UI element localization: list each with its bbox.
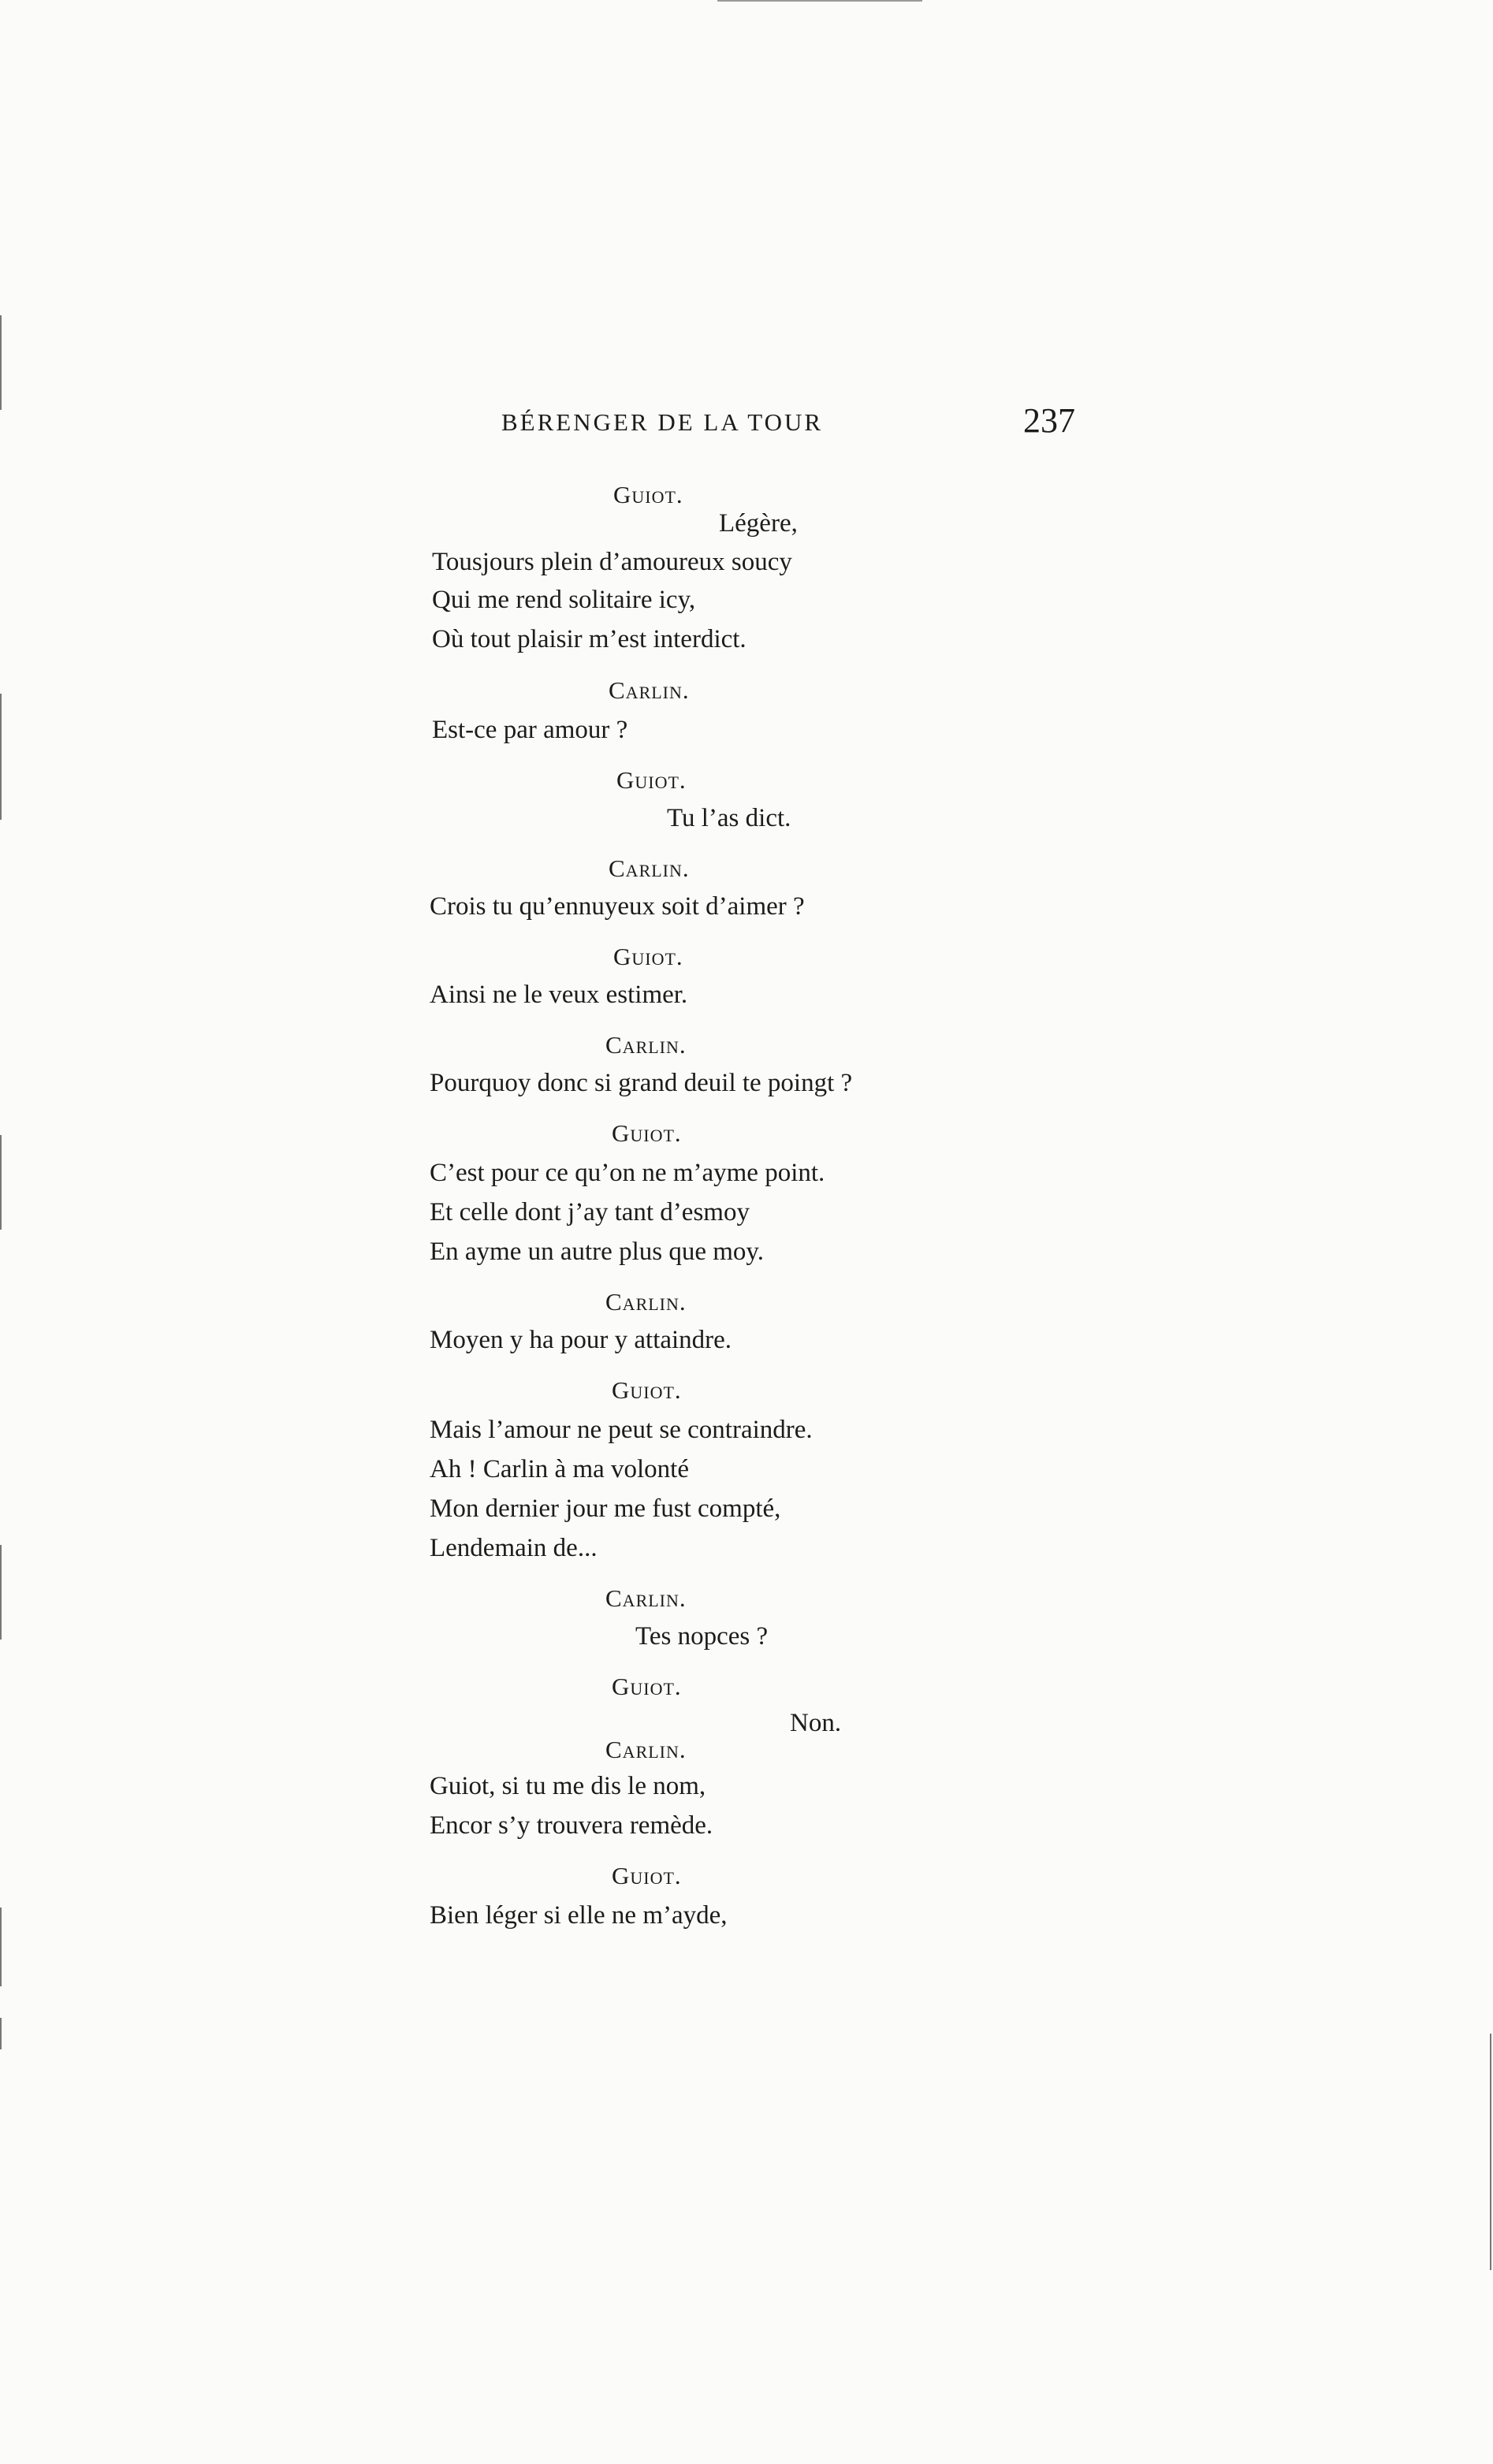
speaker-label: Carlin. [605,1736,687,1763]
speaker-label: Guiot. [616,766,687,794]
verse-line: Lendemain de... [430,1534,598,1562]
scan-mark [0,1545,2,1640]
verse-line: Mais l’amour ne peut se contraindre. [430,1416,813,1444]
verse-line: Qui me rend solitaire icy, [432,586,696,614]
speaker-label: Guiot. [613,943,683,970]
verse-line: C’est pour ce qu’on ne m’ayme point. [430,1159,825,1187]
verse-line: Guiot, si tu me dis le nom, [430,1772,706,1800]
verse-line: Encor s’y trouvera remède. [430,1811,713,1840]
verse-line: Ah ! Carlin à ma volonté [430,1455,690,1483]
verse-line: Légère, [719,509,798,538]
verse-line: Crois tu qu’ennuyeux soit d’aimer ? [430,892,805,921]
verse-line: Tes nopces ? [635,1622,769,1651]
speaker-label: Guiot. [612,1673,682,1700]
verse-line: Où tout plaisir m’est interdict. [432,625,746,653]
verse-line: Tousjours plein d’amoureux soucy [432,548,792,576]
verse-line: Et celle dont j’ay tant d’esmoy [430,1198,750,1226]
scan-mark [1490,2034,1491,2270]
verse-line: Pourquoy donc si grand deuil te poingt ? [430,1069,853,1097]
scan-mark [717,0,922,2]
verse-line: En ayme un autre plus que moy. [430,1238,765,1266]
speaker-label: Guiot. [612,1862,682,1889]
speaker-label: Guiot. [612,1119,682,1147]
scan-mark [0,1135,2,1230]
speaker-label: Guiot. [612,1376,682,1404]
scan-mark [0,1908,2,1986]
verse-line: Est-ce par amour ? [432,716,628,744]
speaker-label: Carlin. [605,1031,687,1059]
verse-line: Moyen y ha pour y attaindre. [430,1326,732,1354]
speaker-label: Carlin. [605,1288,687,1316]
speaker-label: Carlin. [605,1584,687,1612]
running-head: BÉRENGER DE LA TOUR [501,408,824,436]
page-number: 237 [1023,401,1075,440]
speaker-label: Carlin. [609,676,690,704]
speaker-label: Guiot. [613,481,683,508]
scan-mark [0,315,2,410]
scan-mark [0,2018,2,2049]
verse-line: Ainsi ne le veux estimer. [430,981,688,1009]
verse-line: Non. [790,1709,842,1737]
verse-line: Tu l’as dict. [667,804,791,832]
verse-line: Bien léger si elle ne m’ayde, [430,1901,728,1930]
speaker-label: Carlin. [609,854,690,882]
verse-line: Mon dernier jour me fust compté, [430,1494,781,1523]
scan-mark [0,694,2,820]
